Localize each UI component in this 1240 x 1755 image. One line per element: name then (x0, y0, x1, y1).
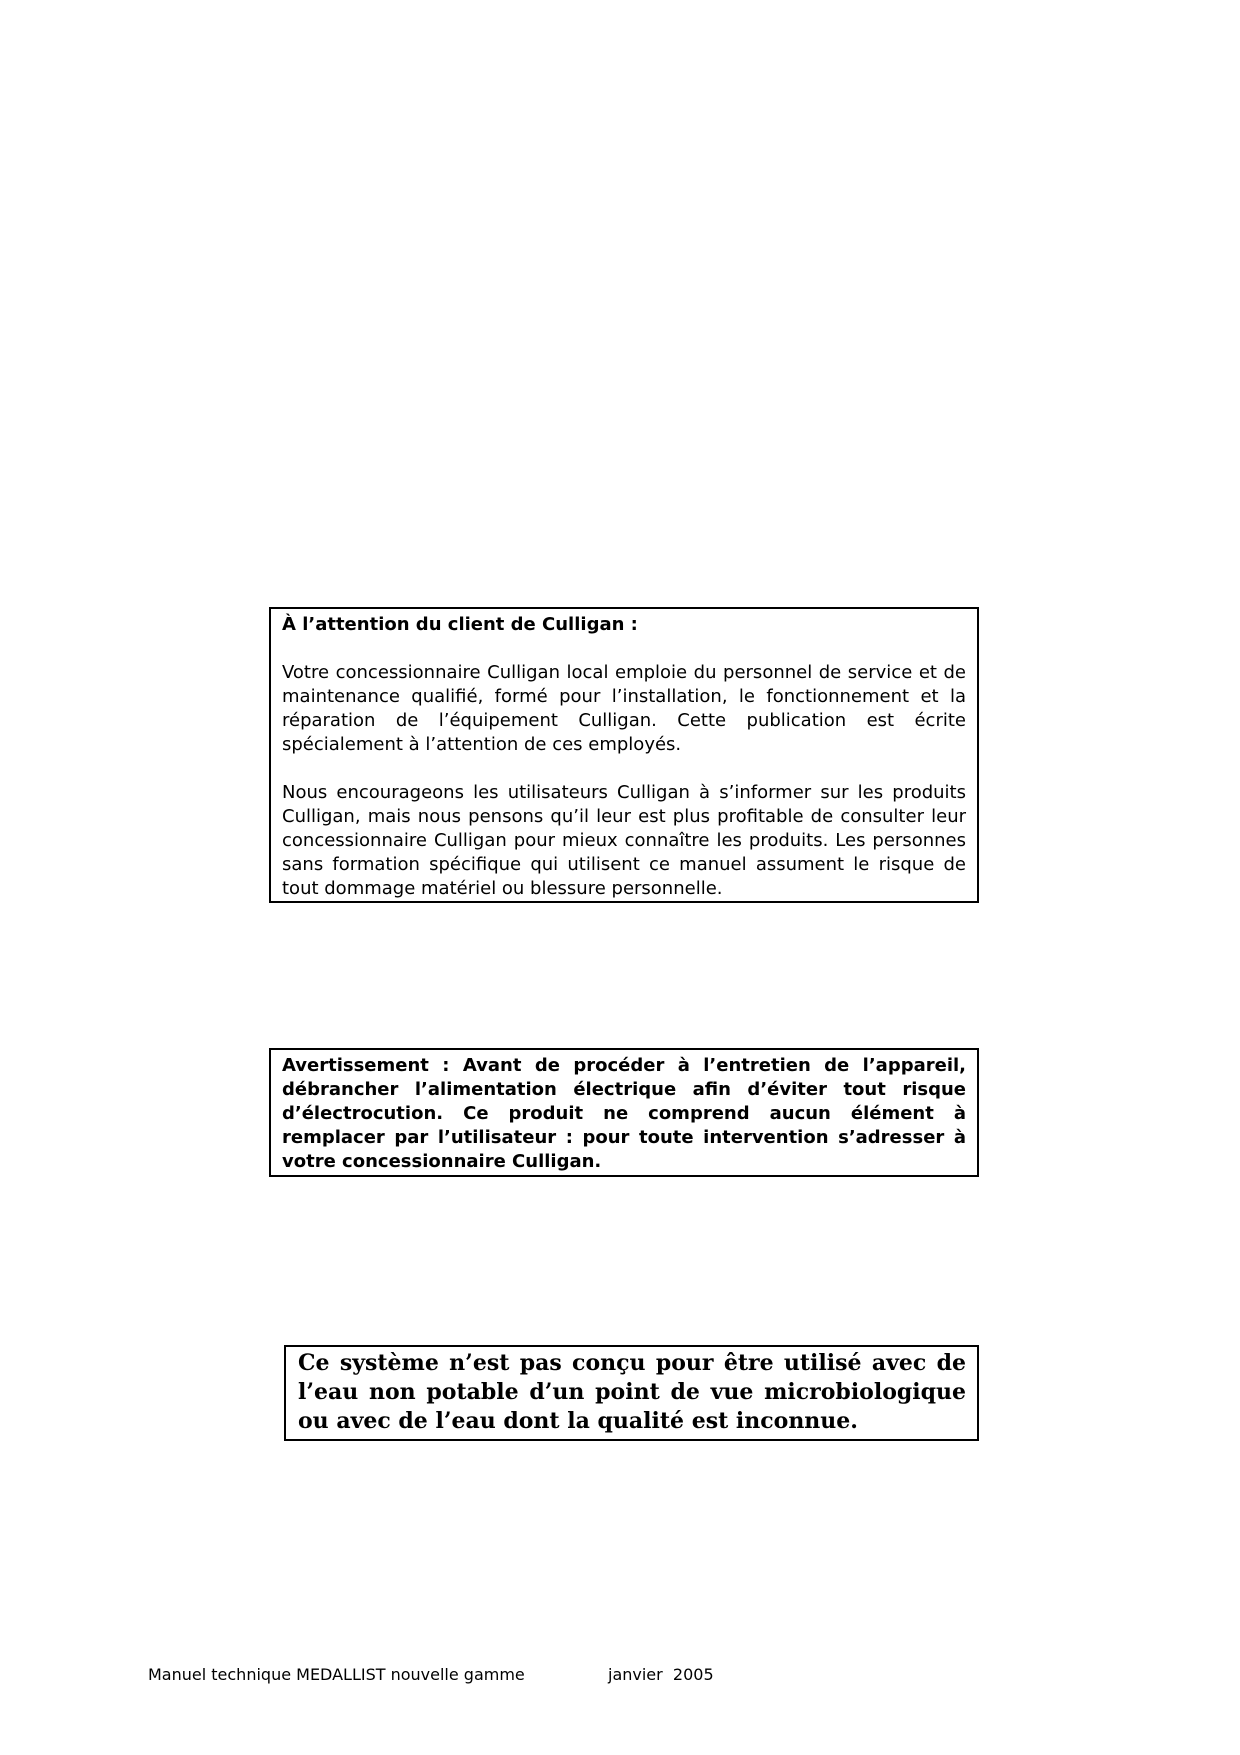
footer-date: janvier 2005 (608, 1665, 714, 1684)
attention-notice-box (269, 607, 979, 903)
attention-notice-title: À l’attention du client de Culligan : (282, 614, 638, 635)
attention-notice-paragraph-2: Nous encourageons les utilisateurs Culligan à s’informer sur les produits Culligan, mais nous pensons qu’il leur est plus profitable de consulter leur concessionnaire Culligan pour mieux connaître les produits. Les personnes sans formation spécifique qui utilisent ce manuel assument le risque de tout dommage matériel ou blessure personnelle. (282, 782, 966, 899)
footer-manual-title: Manuel technique MEDALLIST nouvelle gamme (148, 1665, 525, 1684)
water-quality-notice-text: Ce système n’est pas conçu pour être utilisé avec de l’eau non potable d’un point de vue microbiologique ou avec de l’eau dont la qualité est inconnue. (298, 1350, 966, 1434)
attention-notice-paragraph-1: Votre concessionnaire Culligan local emploie du personnel de service et de maintenance qualifié, formé pour l’installation, le fonctionnement et la réparation de l’équipement Culligan. Cette publication est écrite spécialement à l’attention de ces employés. (282, 662, 966, 755)
water-quality-notice-box (284, 1345, 979, 1441)
warning-notice-box (269, 1048, 979, 1177)
warning-notice-text: Avertissement : Avant de procéder à l’entretien de l’appareil, débrancher l’alimentation électrique afin d’éviter tout risque d’électrocution. Ce produit ne comprend aucun élément à remplacer par l’utilisateur : pour toute intervention s’adresser à votre concessionnaire Culligan. (282, 1055, 966, 1172)
